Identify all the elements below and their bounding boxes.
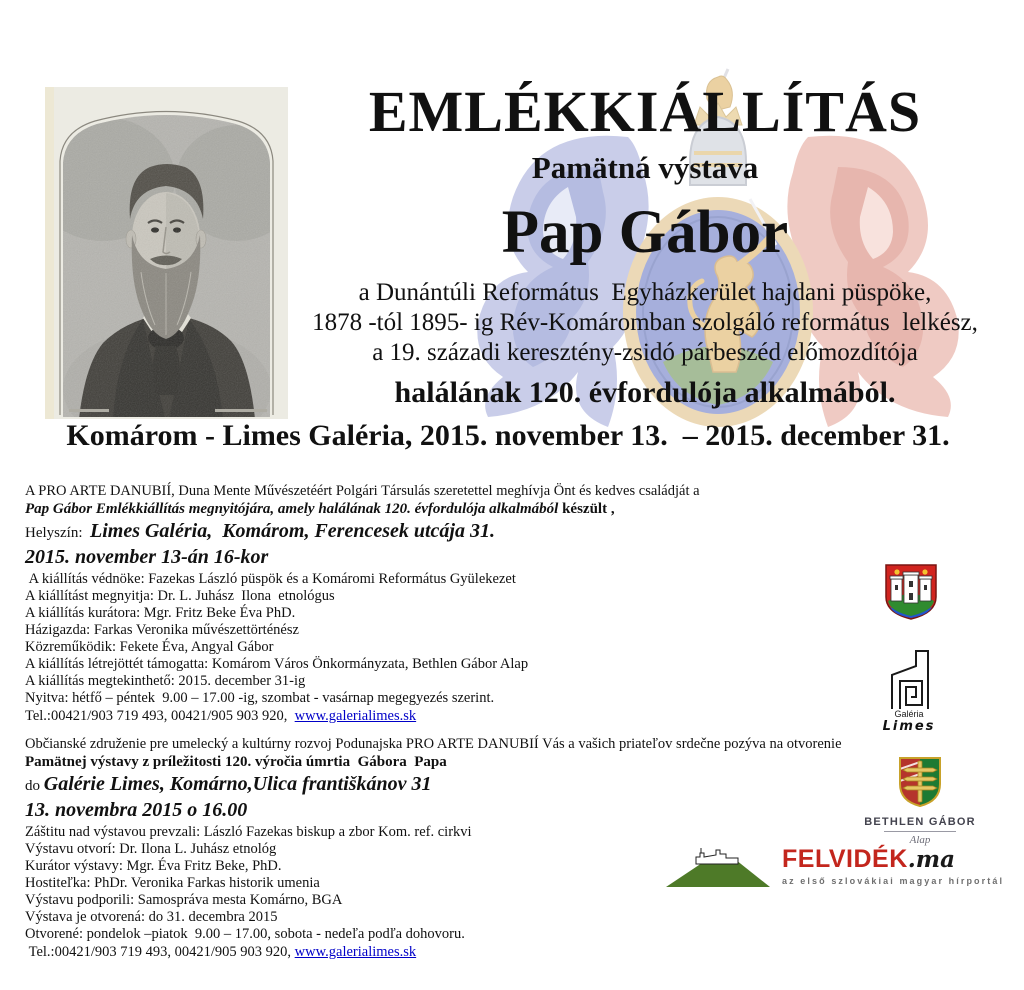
galerialimes-link[interactable]: www.galerialimes.sk [294,944,417,960]
venue-dates-line: Komárom - Limes Galéria, 2015. november 13. – 2015. december 31. [66,419,950,452]
galeria-limes-sub: Limes [882,719,936,733]
masthead [300,80,990,411]
hu-invite-italic: Pap Gábor Emlékkiállítás megnyitójára, amely halálának 120. évfordulója alkalmából [25,501,559,517]
hu-datetime-line [25,545,845,571]
description-line: a Dunántúli Református Egyházkerület hajdani püspöke, [358,279,932,306]
hu-venue-line [25,519,845,545]
hu-detail-line: Nyitva: hétfő – péntek 9.00 – 17.00 -ig, szombat - vasárnap megegyezés szerint. [25,690,495,706]
bethlen-divider [884,831,956,832]
sk-contact-line [25,943,1024,961]
sk-datetime-value: 13. novembra 2015 o 16.00 [25,799,248,821]
komarno-coat-of-arms [884,563,938,621]
hu-detail-line: A kiállítás kurátora: Mgr. Fritz Beke Éva PhD. [25,605,296,621]
hu-venue-label: Helyszín: [25,525,90,541]
hu-detail-line: Házigazda: Farkas Veronika művészettörténész [25,622,299,638]
galeria-limes-logo [878,639,940,733]
hu-detail-line: A kiállítás létrejöttét támogatta: Komárom Város Önkormányzata, Bethlen Gábor Alap [25,656,529,672]
hu-venue-value: Limes Galéria, Komárom, Ferencesek utcája 31. [90,520,495,542]
sk-tel-numbers: Tel.:00421/903 719 493, 00421/905 903 920, [25,944,295,960]
hu-detail-line: A kiállítás védnöke: Fazekas László püspök és a Komáromi Református Gyülekezet [25,571,516,587]
hu-tel-numbers: Tel.:00421/903 719 493, 00421/905 903 920, [25,708,295,724]
sk-detail-line: Výstavu podporili: Samospráva mesta Komárno, BGA [25,892,343,908]
anniversary-line: halálának 120. évfordulója alkalmából. [394,376,896,409]
subtitle-slovak: Pamätná výstava [531,150,759,185]
sk-detail-line: Otvorené: pondelok –piatok 9.00 – 17.00, sobota - nedeľa podľa dohovoru. [25,926,465,942]
bethlen-sub: Alap [909,834,931,846]
felvidek-ma-logo [666,845,1004,889]
hu-detail-line: Közreműködik: Fekete Éva, Angyal Gábor [25,639,274,655]
bethlen-shield-icon [897,756,943,808]
sk-invite-line: Pamätnej výstavy z príležitosti 120. výročia úmrtia Gábora Papa [25,754,447,770]
hu-intro: A PRO ARTE DANUBIÍ, Duna Mente Művészetéért Polgári Társulás szeretettel meghívja Önt és kedves családját a [25,483,700,499]
page-title: EMLÉKKIÁLLÍTÁS [368,79,922,144]
hu-invite-suffix: készült , [558,501,615,517]
portrait-image [45,86,288,420]
sk-detail-line: Výstava je otvorená: do 31. decembra 2015 [25,909,278,925]
hungarian-invitation-block [25,483,845,725]
sk-detail-line: Kurátor výstavy: Mgr. Éva Fritz Beke, PhD. [25,858,282,874]
description-line: 1878 -tól 1895- ig Rév-Komáromban szolgáló református lelkész, [312,309,978,336]
sk-venue-value: Galérie Limes, Komárno,Ulica františkánov 31 [43,773,432,795]
sk-venue-prefix: do [25,778,44,794]
galeria-limes-label: Galéria [894,709,924,719]
hu-invite-line [25,500,845,519]
felvidek-tagline: az első szlovákiai magyar hírportál [782,876,1005,886]
person-name: Pap Gábor [501,199,789,266]
sk-detail-line: Hostiteľka: PhDr. Veronika Farkas historik umenia [25,875,320,891]
felvidek-brand: FELVIDÉK [782,845,908,873]
hu-detail-line: A kiállítás megtekinthető: 2015. december 31-ig [25,673,306,689]
bethlen-gabor-alap-logo [853,756,987,846]
sk-intro: Občianské združenie pre umelecký a kultúrny rozvoj Podunajska PRO ARTE DANUBIÍ Vás a vašich priateľov srdečne pozýva na otvorenie [25,736,842,752]
description-line: a 19. századi keresztény-zsidó párbeszéd előmozdítója [372,339,918,366]
galerialimes-link[interactable]: www.galerialimes.sk [294,708,417,724]
bethlen-name: BETHLEN GÁBOR [864,816,976,828]
felvidek-text [782,845,1004,886]
felvidek-hill-castle-icon [666,845,770,889]
sk-detail-line: Záštitu nad výstavou prevzali: László Fazekas biskup a zbor Kom. ref. cirkvi [25,824,472,840]
hu-datetime-value: 2015. november 13-án 16-kor [25,546,269,568]
sk-detail-line: Výstavu otvorí: Dr. Ilona L. Juhász etnológ [25,841,277,857]
hu-contact-line [25,707,845,725]
hu-detail-line: A kiállítást megnyitja: Dr. L. Juhász Ilona etnológus [25,588,335,604]
felvidek-ma-suffix: .ma [907,846,956,873]
